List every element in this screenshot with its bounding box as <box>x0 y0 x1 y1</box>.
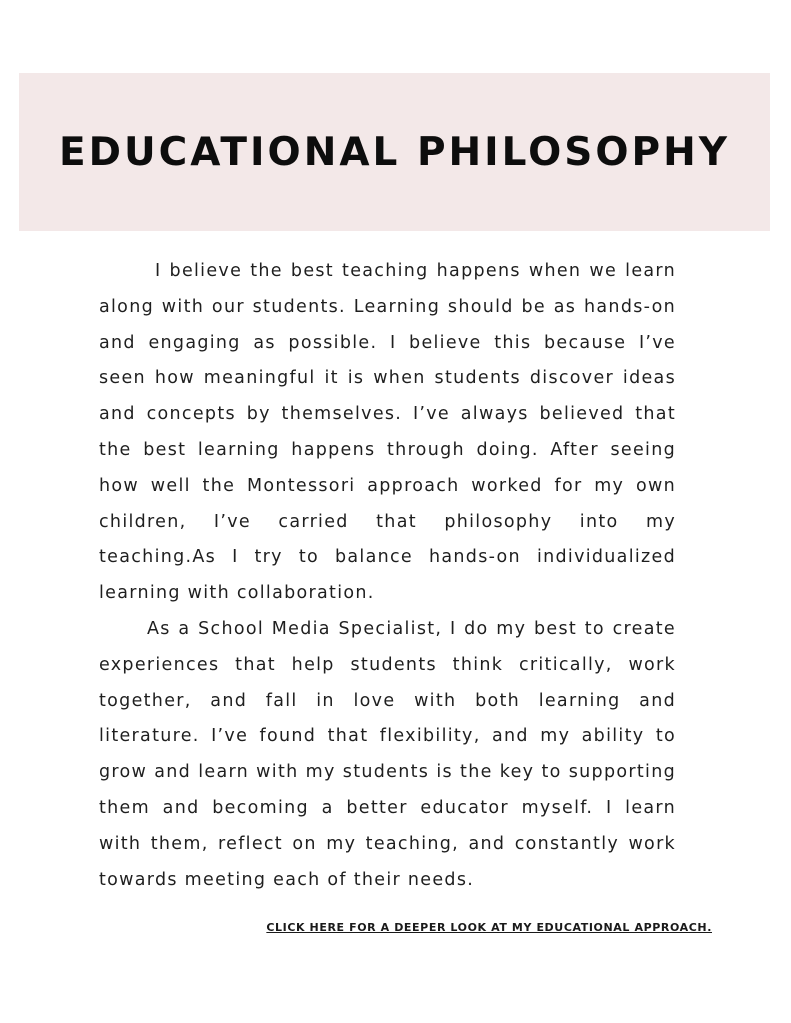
educational-approach-link[interactable]: CLICK HERE FOR A DEEPER LOOK AT MY EDUCATIONAL APPROACH. <box>266 921 712 934</box>
title-banner <box>19 73 770 231</box>
paragraph-teaching-belief: I believe the best teaching happens when we learn along with our students. Learning should be as hands-on and engaging as possible. I believe this because I’ve seen how meaningful it is when students discover ideas and concepts by themselves. I’ve always believed that the best learning happens through doing. After seeing how well the Montessori approach worked for my own children, I’ve carried that philosophy into my teaching.As I try to balance hands-on individualized learning with collaboration. <box>99 261 676 604</box>
paragraph-media-specialist: As a School Media Specialist, I do my best to create experiences that help students think critically, work together, and fall in love with both learning and literature. I’ve found that flexibility, and my ability to grow and learn with my students is the key to supporting them and becoming a better educator myself. I learn with them, reflect on my teaching, and constantly work towards meeting each of their needs. <box>99 618 676 890</box>
philosophy-text <box>99 254 676 898</box>
page-title: EDUCATIONAL PHILOSOPHY <box>58 129 731 175</box>
